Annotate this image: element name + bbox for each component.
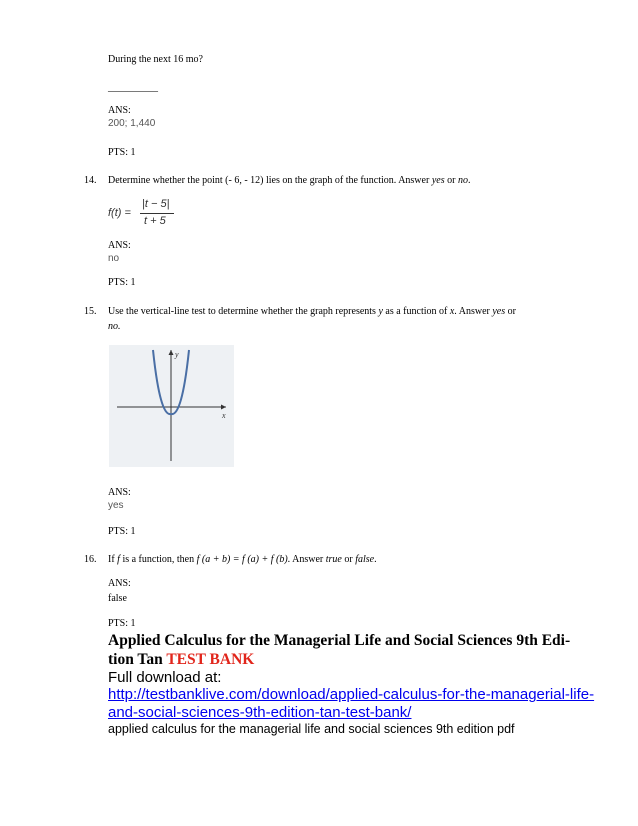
test-bank-label: TEST BANK — [166, 651, 255, 668]
ans-label: ANS: — [108, 487, 131, 498]
equation: f (a + b) = f (a) + f (b) — [196, 554, 288, 565]
function-formula — [108, 198, 178, 228]
footer-text: applied calculus for the managerial life and social sciences 9th edition pdf — [108, 722, 515, 736]
download-link-line-2[interactable]: and-social-sciences-9th-edition-tan-test-bank/ — [108, 704, 412, 721]
pts-label: PTS: 1 — [108, 277, 136, 288]
ans-value: false — [108, 593, 127, 604]
ans-label: ANS: — [108, 240, 131, 251]
y-axis-label: y — [175, 350, 179, 359]
promo-headline-line-1: Applied Calculus for the Managerial Life and Social Sciences 9th Edi- — [108, 632, 571, 649]
formula-denominator: t + 5 — [144, 215, 166, 227]
answer-blank: __________ — [108, 82, 158, 93]
formula-numerator: |t − 5| — [142, 198, 170, 210]
question-number: 16. — [84, 554, 97, 565]
pts-label: PTS: 1 — [108, 618, 136, 629]
promo-headline-line-2: tion Tan TEST BANK — [108, 651, 255, 668]
question-text: Use the vertical-line test to determine whether the graph represents y as a function of x. Answer yes or — [108, 306, 516, 317]
fraction-bar — [140, 213, 174, 214]
pts-label: PTS: 1 — [108, 526, 136, 537]
ans-value: yes — [108, 500, 124, 511]
question-text-cont: no. — [108, 321, 121, 332]
download-link-line-1[interactable]: http://testbanklive.com/download/applied-calculus-for-the-managerial-life- — [108, 686, 595, 703]
pts-label: PTS: 1 — [108, 147, 136, 158]
question-text: If f is a function, then f (a + b) = f (a) + f (b). Answer true or false. — [108, 554, 377, 565]
ans-label: ANS: — [108, 578, 131, 589]
ans-label: ANS: — [108, 105, 131, 116]
formula-lhs: f(t) = — [108, 207, 131, 219]
ans-value: no — [108, 253, 120, 264]
ans-value: 200; 1,440 — [108, 118, 156, 129]
question-number: 15. — [84, 306, 97, 317]
parabola-graph — [109, 345, 234, 467]
x-axis-label: x — [222, 411, 226, 420]
question-text: Determine whether the point (- 6, - 12) lies on the graph of the function. Answer yes or no. — [108, 175, 471, 186]
full-download-label: Full download at: — [108, 669, 222, 686]
question-number: 14. — [84, 175, 97, 186]
question-prompt: During the next 16 mo? — [108, 54, 203, 65]
graph-svg — [109, 345, 234, 467]
